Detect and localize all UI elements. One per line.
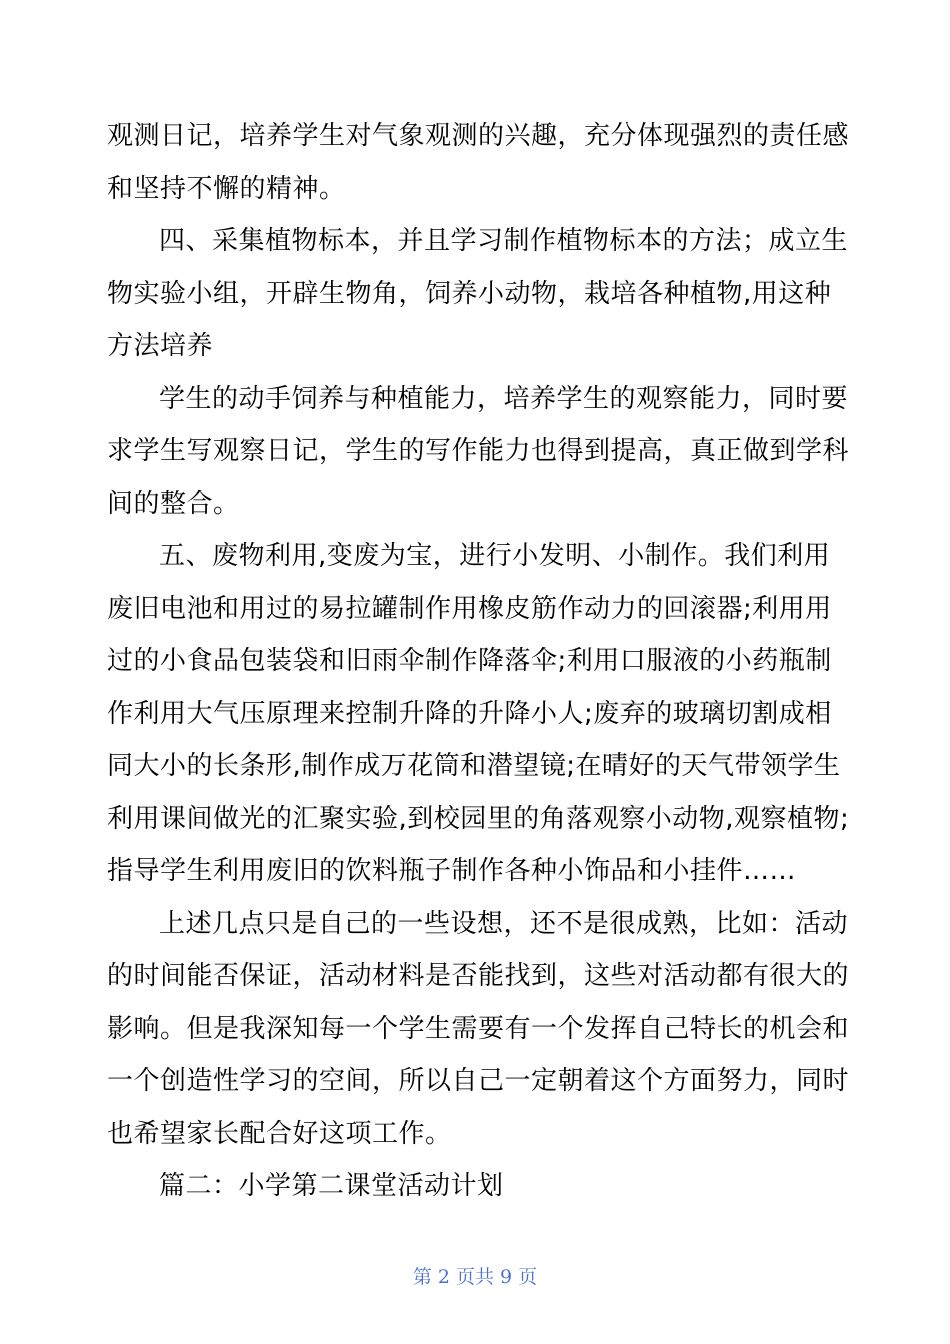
text-line: 指导学生利用废旧的饮料瓶子制作各种小饰品和小挂件…… — [107, 856, 797, 886]
paragraph-first-line: 五、废物利用,变废为宝，进行小发明、小制作。我们利用 — [159, 541, 831, 571]
text-line: 废旧电池和用过的易拉罐制作用橡皮筋作动力的回滚器;利用用 — [107, 593, 832, 624]
text-line: 间的整合。 — [107, 488, 240, 519]
text-line: 求学生写观察日记，学生的写作能力也得到提高，真正做到学科 — [107, 436, 850, 466]
text-line: 物实验小组，开辟生物角，饲养小动物，栽培各种植物,用这种 — [107, 278, 832, 309]
text-line: 一个创造性学习的空间，所以自己一定朝着这个方面努力，同时 — [107, 1066, 850, 1096]
text-line: 的时间能否保证，活动材料是否能找到，这些对活动都有很大的 — [107, 961, 850, 991]
paragraph-first-line: 四、采集植物标本，并且学习制作植物标本的方法；成立生 — [159, 226, 849, 256]
text-line: 和坚持不懈的精神。 — [107, 173, 346, 204]
text-line: 影响。但是我深知每一个学生需要有一个发挥自己特长的机会和 — [107, 1013, 850, 1044]
paragraph-first-line: 上述几点只是自己的一些设想，还不是很成熟，比如：活动 — [159, 908, 849, 939]
paragraph-first-line: 学生的动手饲养与种植能力，培养学生的观察能力，同时要 — [159, 383, 849, 414]
page-number-footer: 第 2 页共 9 页 — [412, 1266, 538, 1288]
text-line: 方法培养 — [107, 331, 214, 361]
text-line: 利用课间做光的汇聚实验,到校园里的角落观察小动物,观察植物; — [107, 803, 850, 834]
text-line: 过的小食品包装袋和旧雨伞制作降落伞;利用口服液的小药瓶制 — [107, 646, 832, 676]
document-body — [107, 110, 850, 1213]
text-line: 作利用大气压原理来控制升降的升降小人;废弃的玻璃切割成相 — [107, 698, 832, 729]
section-heading: 篇二：小学第二课堂活动计划 — [159, 1171, 504, 1201]
text-line: 也希望家长配合好这项工作。 — [107, 1118, 452, 1149]
text-line: 观测日记，培养学生对气象观测的兴趣，充分体现强烈的责任感 — [107, 121, 850, 151]
text-line: 同大小的长条形,制作成万花筒和潜望镜;在晴好的天气带领学生 — [107, 751, 841, 781]
